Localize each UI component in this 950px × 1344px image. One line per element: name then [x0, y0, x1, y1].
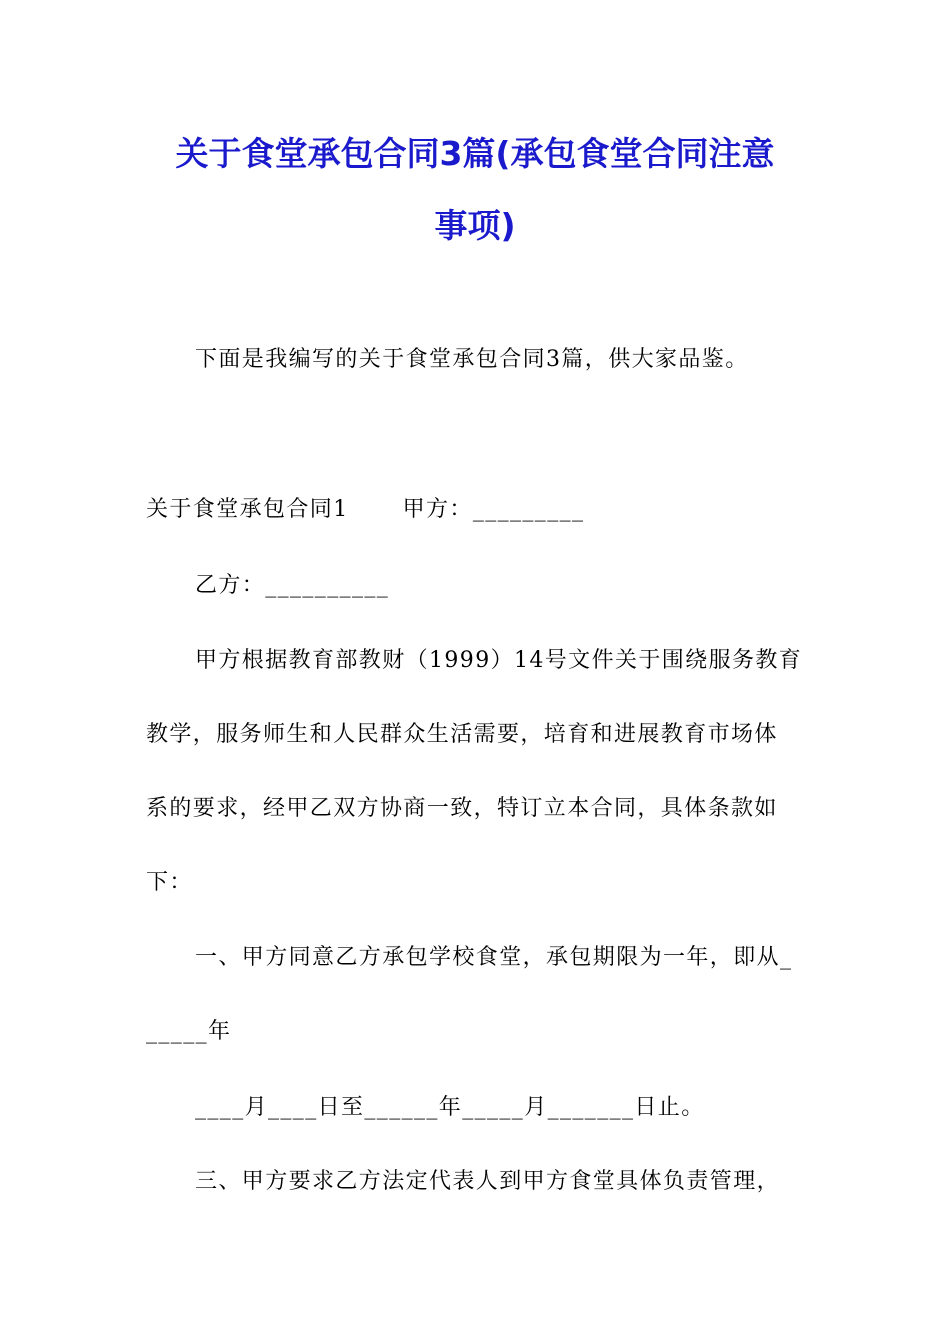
- document-title-line-1: 关于食堂承包合同3篇(承包食堂合同注意: [175, 134, 775, 173]
- paragraph-1-line-3: 系的要求，经甲乙双方协商一致，特订立本合同，具体条款如: [146, 796, 778, 821]
- party-a-label: 甲方：: [402, 497, 473, 522]
- paragraph-1-line-2: 教学，服务师生和人民群众生活需要，培育和进展教育市场体: [146, 722, 778, 747]
- document-title-line-2: 事项): [434, 206, 516, 245]
- party-b-blank: __________: [265, 573, 390, 598]
- paragraph-1-line-4: 下：: [146, 870, 193, 895]
- clause-3-line-1: 三、甲方要求乙方法定代表人到甲方食堂具体负责管理，: [195, 1169, 781, 1194]
- contract-heading: 关于食堂承包合同1: [146, 497, 349, 522]
- paragraph-1-line-1: 甲方根据教育部教财（1999）14号文件关于围绕服务教育: [195, 648, 803, 673]
- party-b-row: [195, 572, 389, 600]
- clause-1-line-3: ____月____日至______年_____月_______日止。: [195, 1095, 705, 1120]
- party-b-label: 乙方：: [195, 573, 266, 598]
- intro-paragraph: 下面是我编写的关于食堂承包合同3篇，供大家品鉴。: [195, 347, 749, 372]
- clause-1-line-1: 一、甲方同意乙方承包学校食堂，承包期限为一年，即从_: [195, 945, 793, 970]
- clause-1-line-2: _____年: [146, 1019, 232, 1044]
- party-a-blank: _________: [472, 497, 585, 522]
- contract-heading-row: [146, 496, 584, 524]
